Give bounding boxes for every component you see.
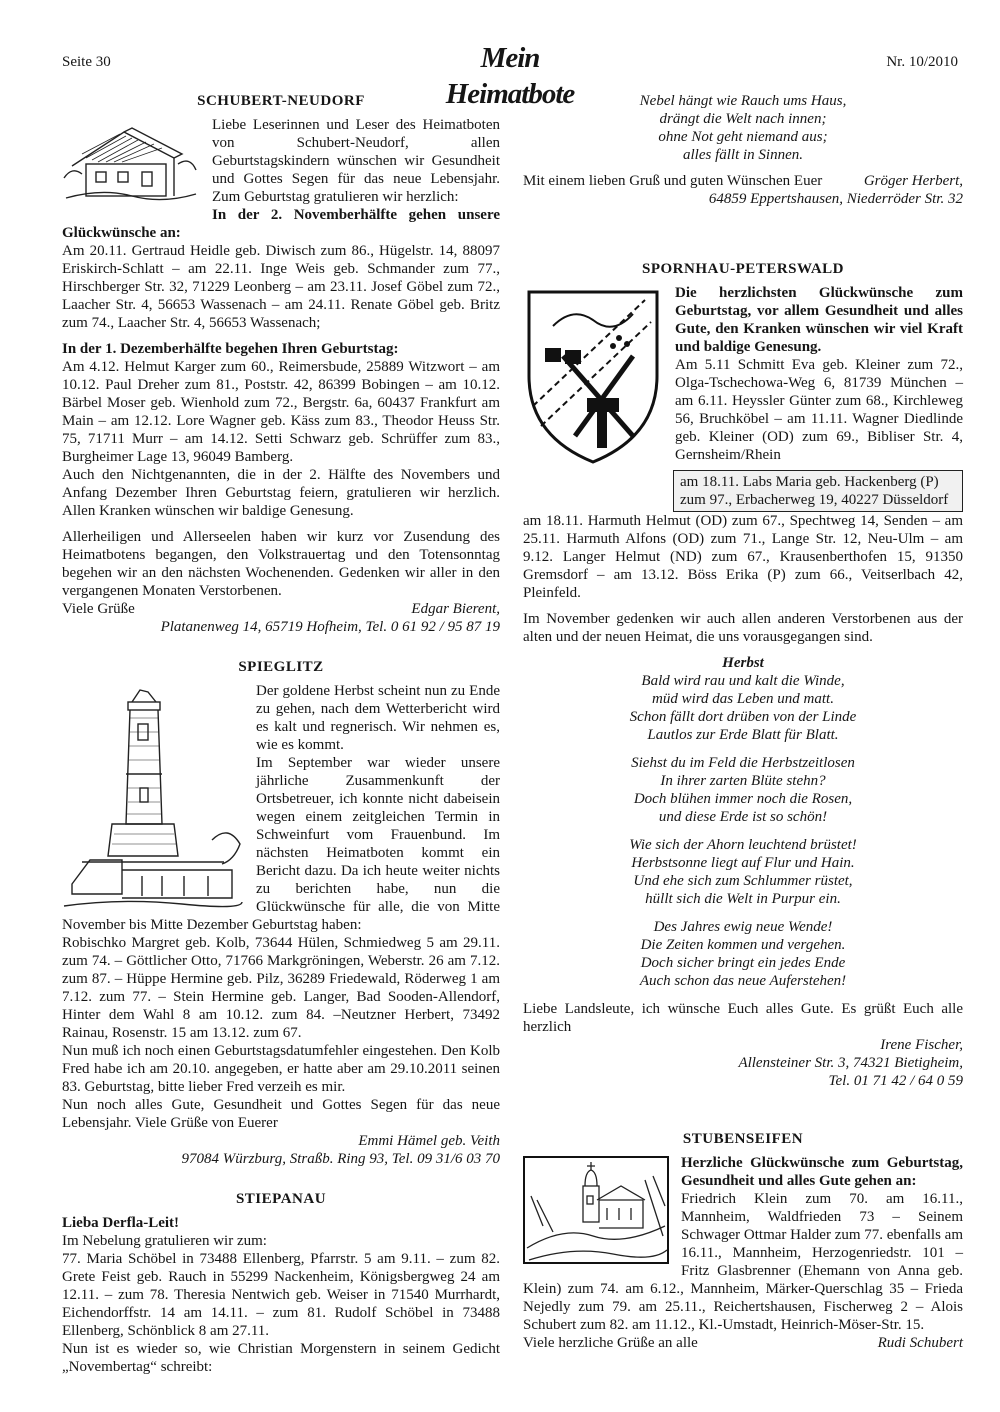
- birthday-list: Friedrich Klein zum 70. am 16.11., Mannheim, Waldfrieden 73 – Seinem Schwager Ottmar Halder zum 77. ebenfalls am 16.11., Mannheim, Herzogenriedstr. 101 – Fritz Glasbrenner (Ehemann von Anna geb. Klein) zum 74. am 6.12., Mannheim, Märker-Querschlag 35 – Frieda Nejedly zum 79. am 25.11., Reichertshausen, Fischerweg 2 – Alois Schubert zum 82. am 11.12., Kl.-Umstadt, Heinrich-Möser-Str. 15.: [523, 1191, 963, 1333]
- greeting-heading: Lieba Derfla-Leit!: [62, 1215, 180, 1231]
- others-text: Auch den Nichtgenannten, die in der 2. Hälfte des Novembers und Anfang Dezember Ihren Geburtstag feiern, gratulieren wir herzlich. Allen Kranken wünschen wir baldige Genesung.: [62, 467, 500, 519]
- nov-birthdays: Am 20.11. Gertraud Heidle geb. Diwisch zum 86., Hügelstr. 14, 88097 Eriskirch-Schlatt – am 22.11. Inge Weis geb. Schmander zum 77., Hirschberger Str. 32, 71229 Leonberg – am 23.11. Josef Göbel zum 72., Laacher Str. 4, 56653 Wassenach – am 24.11. Renate Göbel geb. Britz zum 74., Laacher Str. 4, 56653 Wassenach;: [62, 243, 500, 331]
- issue-number: Nr. 10/2010: [886, 54, 958, 70]
- greeting: Viele herzliche Grüße an alle: [523, 1335, 698, 1351]
- section-title: STUBENSEIFEN: [682, 1131, 804, 1147]
- memorial-text: Allerheiligen und Allerseelen haben wir kurz vor Zusendung des Heimatbotens begangen, den Volkstrauertag und den Totensonntag begehen wir an den nächsten Wochenenden. Gedenken wir aller in den vergangenen Monaten Verstorbenen.: [62, 529, 500, 599]
- poem-line: müd wird das Leben und matt.: [652, 691, 834, 707]
- masthead-logo: Mein Heimatbote: [445, 42, 575, 110]
- poem-line: drängt die Welt nach innen;: [659, 111, 827, 127]
- section-title: STIEPANAU: [235, 1191, 327, 1207]
- poem-title: Herbst: [722, 655, 764, 671]
- memorial-text: Im November gedenken wir auch allen anderen Verstorbenen aus der alten und der neuen Heimat, die uns vorausgegangen sind.: [523, 611, 963, 645]
- signer-address: 64859 Eppertshausen, Niederröder Str. 32: [708, 191, 963, 207]
- closing-text: Nun noch alles Gute, Gesundheit und Gottes Segen für das neue Lebensjahr. Viele Grüße von Euerer: [62, 1097, 500, 1131]
- poem-line: hüllt sich die Welt in Purpur ein.: [645, 891, 841, 907]
- greeting: Mit einem lieben Gruß und guten Wünschen Euer: [523, 173, 823, 189]
- section-stubenseifen: [523, 1130, 963, 1352]
- poem-line: Doch sicher bringt ein jedes Ende: [640, 955, 846, 971]
- birthday-list-2: am 18.11. Harmuth Helmut (OD) zum 67., Spechtweg 14, Senden – am 25.11. Harmuth Alfons (OD) zum 71., Lange Str. 12, Neu-Ulm – am 9.12. Langer Helmut (ND) zum 67., Krausenberthofen 15, 91350 Gremsdorf – am 13.12. Böss Erika (P) zum 66., Veitserlbach 42, Pleinfeld.: [523, 513, 963, 601]
- section-spornhau-peterswald: [523, 260, 963, 1090]
- correction-text: Nun muß ich noch einen Geburtstagsdatumfehler eingestehen. Den Kolb Fred habe ich am 20.10. angegeben, er hatte aber am 29.10.2011 seinen 83. Geburtstag, bitte lieber Fred verzeih es mir.: [62, 1043, 500, 1095]
- poem-line: Des Jahres ewig neue Wende!: [653, 919, 833, 935]
- poem-line: Siehst du im Feld die Herbstzeitlosen: [631, 755, 855, 771]
- poem-line: Die Zeiten kommen und vergehen.: [640, 937, 846, 953]
- birthday-list: Robischko Margret geb. Kolb, 73644 Hülen, Schmiedweg 5 am 29.11. zum 74. – Göttlicher Otto, 71766 Markgröningen, Weberstr. 26 am 7.12. zum 87. – Hüppe Hermine geb. Pilz, 36289 Friedewald, Röderweg 1 am 7.12. zum 77. – Stein Hermine geb. Langer, Bad Sooden-Allendorf, Hinter dem Wahl 8 am 10.12. zum 84. –Neutzner Herbert, 73492 Rainau, Rosenstr. 15 am 13.12. zum 67.: [62, 935, 500, 1041]
- birthday-list: 77. Maria Schöbel in 73488 Ellenberg, Pfarrstr. 5 am 9.11. – zum 82. Grete Feist geb. Rauch in 55299 Nackenheim, Königsbergweg 24 am 12.11. – zum 78. Theresia Nentwich geb. Weiser in 71540 Murrhardt, Eichendorffstr. 14 am 14.11. – zum 81. Rudolf Schöbel in 73488 Ellenberg, Schönblick 8 am 27.11.: [62, 1251, 500, 1339]
- dec-heading: In der 1. Dezemberhälfte begehen Ihren Geburtstag:: [62, 341, 399, 357]
- signer-name: Emmi Hämel geb. Veith: [358, 1133, 500, 1149]
- signer-name: Gröger Herbert,: [863, 173, 963, 189]
- meeting-text: Im September war wieder unsere jährliche Zusammenkunft der Ortsbetreuer, ich konnte nicht dabeisein wegen einem zeitgleichen Termin in Schweinfurt vom Frauenbund. Im nächsten Heimatboten kommt ein Bericht dazu. Da ich heute weiter nichts zu berichten habe, nun die Glückwünsche für alle, die von Mitte November bis Mitte Dezember Geburtstag haben:: [62, 755, 500, 933]
- dec-birthdays: Am 4.12. Helmut Karger zum 60., Reimersbude, 25889 Witzwort – am 10.12. Paul Dreher zum 81., Poststr. 42, 86399 Bobingen – am 10.12. Bärbel Moser geb. Wienhold zum 72., Bergstr. 6a, 60437 Frankfurt am Main – am 12.12. Lore Wagner geb. Käss zum 83., Theodor Heuss Str. 75, 71711 Murr – am 14.12. Setti Schwarz geb. Schrüffer zum 83., Burgheimer Lage 13, 96049 Bamberg.: [62, 359, 500, 465]
- poem-line: Herbstsonne liegt auf Flur und Hain.: [631, 855, 855, 871]
- greeting: Viele Grüße: [62, 601, 135, 617]
- tower-illustration: [62, 684, 244, 912]
- church-illustration: [523, 1156, 669, 1264]
- wishes-text: Die herzlichsten Glückwünsche zum Geburtstag, vor allem Gesundheit und alles Gute, den Kranken wünschen wir viel Kraft und baldige Genesung.: [675, 285, 963, 355]
- section-title: SCHUBERT-NEUDORF: [197, 93, 365, 109]
- poem-stanza-1: [523, 672, 963, 744]
- left-column: [62, 92, 500, 1376]
- intro-text: Im Nebelung gratulieren wir zum:: [62, 1233, 267, 1249]
- poem-line: Nebel hängt wie Rauch ums Haus,: [639, 93, 847, 109]
- poem-line: Wie sich der Ahorn leuchtend brüstet!: [629, 837, 857, 853]
- nov-heading: In der 2. Novemberhälfte gehen unsere Glückwünsche an:: [62, 207, 500, 241]
- section-schubert-neudorf: [62, 92, 500, 636]
- poem-line: alles fällt in Sinnen.: [683, 147, 803, 163]
- poem-line: Bald wird rau und kalt die Winde,: [641, 673, 845, 689]
- poem-november: [523, 92, 963, 164]
- signer-address: 97084 Würzburg, Straßb. Ring 93, Tel. 09 31/6 03 70: [181, 1151, 500, 1167]
- highlight-box: am 18.11. Labs Maria geb. Hackenberg (P) zum 97., Erbacherweg 19, 40227 Düsseldorf: [673, 470, 963, 512]
- page-number: Seite 30: [62, 54, 111, 70]
- poem-stanza-2: [523, 754, 963, 826]
- section-title: SPIEGLITZ: [238, 659, 324, 675]
- birthday-list-1: Am 5.11 Schmitt Eva geb. Kleiner zum 72., Olga-Tschechowa-Weg 6, 81739 München – am 6.11. Heyssler Günter zum 68., Kirchleweg 56, Bruchköbel – am 11.11. Wagner Diedlinde geb. Kleiner (OD) zum 69., Bibliser Str. 4, Gernsheim/Rhein: [675, 357, 963, 463]
- poem-line: Und ehe sich zum Schlummer rüstet,: [633, 873, 853, 889]
- poem-line: Lautlos zur Erde Blatt für Blatt.: [647, 727, 839, 743]
- signer-phone: Tel. 01 71 42 / 64 0 59: [828, 1073, 963, 1089]
- intro-text: Liebe Leserinnen und Leser des Heimatboten von Schubert-Neudorf, allen Geburtstagskindern wünschen wir Gesundheit und Gottes Segen für das neue Lebensjahr. Zum Geburtstag gratulieren wir herzlich:: [212, 117, 500, 205]
- signer-address: Platanenweg 14, 65719 Hofheim, Tel. 0 61 92 / 95 87 19: [160, 619, 500, 635]
- closing-text: Liebe Landsleute, ich wünsche Euch alles Gute. Es grüßt Euch alle herzlich: [523, 1001, 963, 1035]
- coat-of-arms: [523, 286, 663, 466]
- right-column: [523, 92, 963, 1352]
- signer-name: Edgar Bierent,: [411, 601, 500, 617]
- section-title: SPORNHAU-PETERSWALD: [641, 261, 845, 277]
- poem-stanza-4: [523, 918, 963, 990]
- poem-line: ohne Not geht niemand aus;: [658, 129, 828, 145]
- signer-address: Allensteiner Str. 3, 74321 Bietigheim,: [738, 1055, 963, 1071]
- poem-line: Auch schon das neue Auferstehen!: [639, 973, 847, 989]
- poem-line: und diese Erde ist so schön!: [658, 809, 828, 825]
- section-spieglitz: [62, 658, 500, 1168]
- signer-name: Rudi Schubert: [877, 1335, 963, 1351]
- autumn-text: Der goldene Herbst scheint nun zu Ende zu gehen, nach dem Wetterbericht wird es kalt und regnerisch. Wir nehmen es, wie es kommt.: [256, 683, 500, 753]
- farmhouse-illustration: [62, 118, 200, 206]
- wishes-text: Herzliche Glückwünsche zum Geburtstag, Gesundheit und alles Gute gehen an:: [681, 1155, 963, 1189]
- section-stiepanau: [62, 1190, 500, 1376]
- poem-stanza-3: [523, 836, 963, 908]
- outro-text: Nun ist es wieder so, wie Christian Morgenstern in seinem Gedicht „Novembertag“ schreibt:: [62, 1341, 500, 1375]
- poem-line: Doch blühen immer noch die Rosen,: [633, 791, 853, 807]
- poem-line: In ihrer zarten Blüte stehn?: [660, 773, 826, 789]
- signer-name: Irene Fischer,: [880, 1037, 963, 1053]
- poem-line: Schon fällt dort drüben von der Linde: [629, 709, 857, 725]
